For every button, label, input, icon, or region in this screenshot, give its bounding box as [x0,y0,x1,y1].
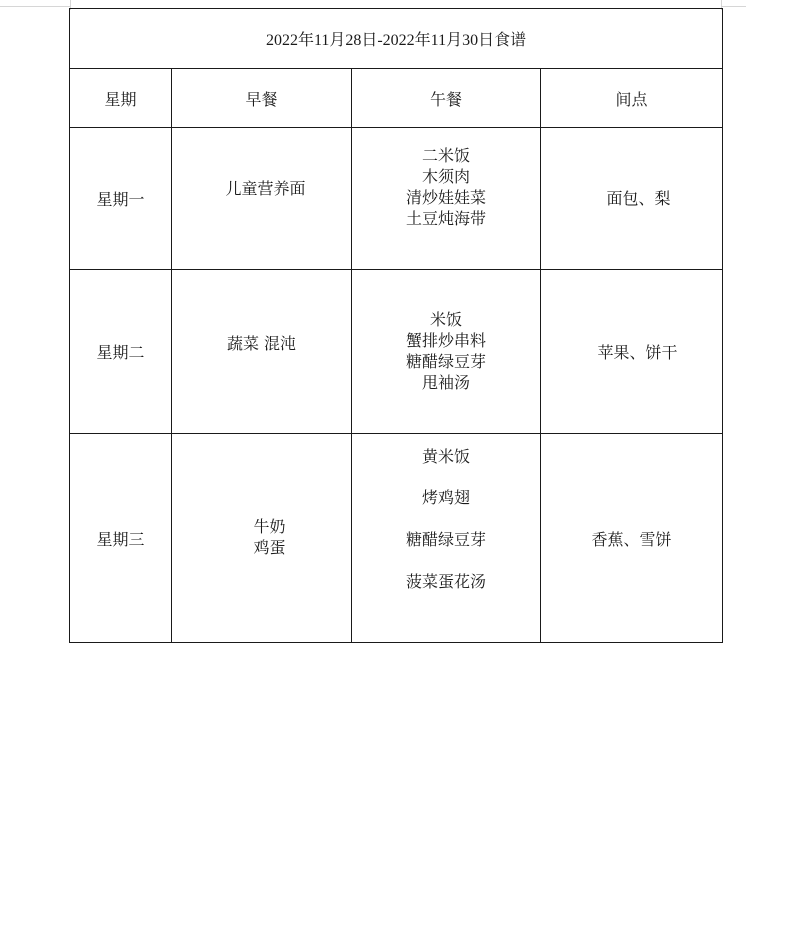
lunch-item: 甩袖汤 [421,373,470,392]
header-breakfast: 早餐 [172,69,352,128]
lunch-item: 二米饭 [421,146,470,165]
breakfast-cell [172,434,352,643]
day-cell: 星期三 [70,434,172,643]
lunch-item: 糖醋绿豆芽 [405,530,486,549]
breakfast-item: 蔬菜 混沌 [226,334,297,353]
title-row [70,9,723,69]
menu-table [69,8,723,643]
table-row [70,434,723,643]
breakfast-cell [172,270,352,434]
lunch-item: 烤鸡翅 [421,488,470,507]
day-cell: 星期一 [70,128,172,270]
lunch-cell [352,128,541,270]
breakfast-item: 牛奶 [253,517,286,536]
header-row [70,69,723,128]
page-margin-guide-left [0,6,70,7]
page-margin-guide-right [721,6,746,7]
snack-item: 苹果、饼干 [597,343,678,362]
snack-item: 面包、梨 [606,189,671,208]
breakfast-item: 儿童营养面 [225,179,306,198]
lunch-item: 菠菜蛋花汤 [405,572,486,591]
breakfast-cell [172,128,352,270]
lunch-item: 土豆炖海带 [405,209,486,228]
header-snack: 间点 [541,69,723,128]
lunch-item: 蟹排炒串料 [405,331,486,350]
snack-cell [541,270,723,434]
lunch-item: 清炒娃娃菜 [405,188,486,207]
table-row [70,270,723,434]
header-lunch: 午餐 [352,69,541,128]
snack-item: 香蕉、雪饼 [591,530,672,549]
lunch-item: 糖醋绿豆芽 [405,352,486,371]
lunch-cell [352,434,541,643]
lunch-item: 木须肉 [421,167,470,186]
snack-cell [541,128,723,270]
lunch-item: 黄米饭 [421,447,470,466]
lunch-item: 米饭 [429,310,462,329]
snack-cell [541,434,723,643]
day-cell: 星期二 [70,270,172,434]
menu-title: 2022年11月28日-2022年11月30日食谱 [70,9,723,69]
breakfast-item: 鸡蛋 [253,538,286,557]
header-day: 星期 [70,69,172,128]
lunch-cell [352,270,541,434]
table-row [70,128,723,270]
